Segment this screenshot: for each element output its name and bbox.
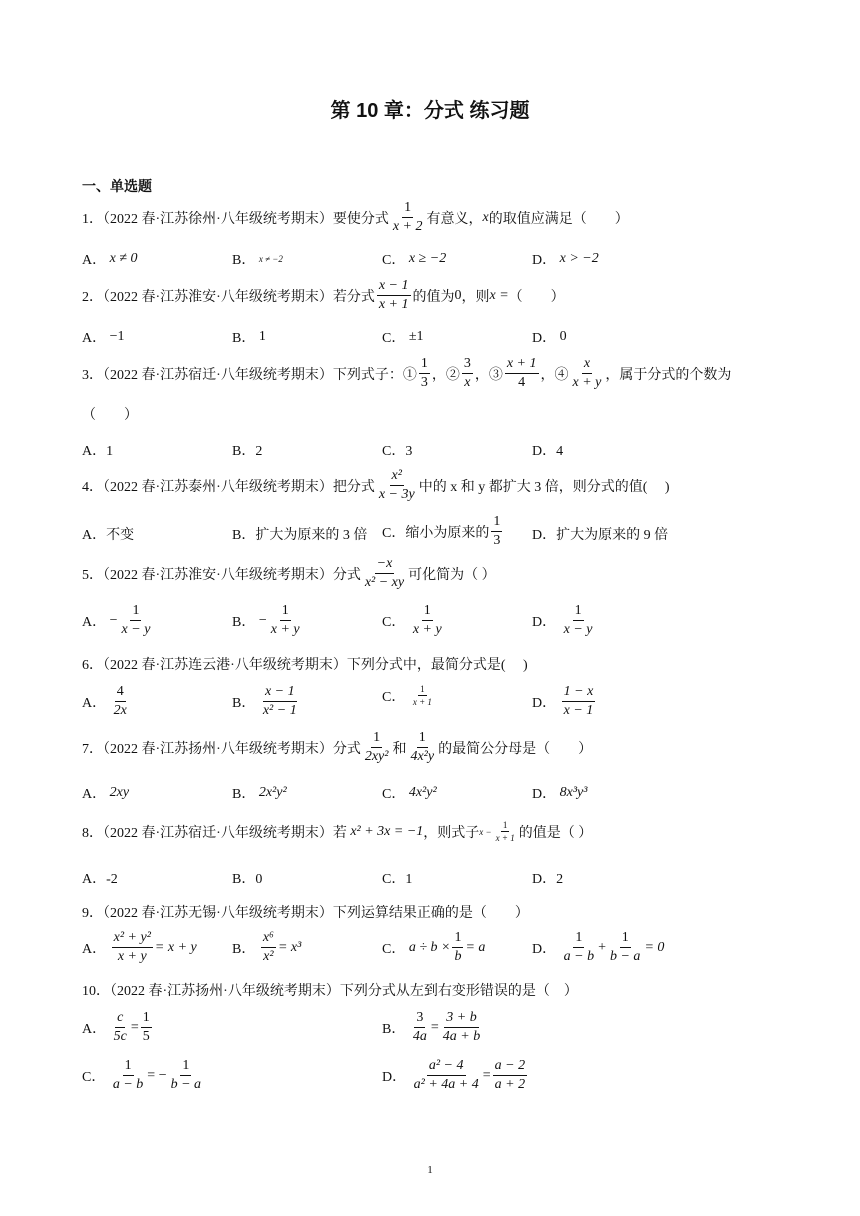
option-a: A．1 xyxy=(82,444,114,459)
question-10 xyxy=(82,980,578,1000)
equation: x = xyxy=(489,287,509,303)
question-stem: 9．（2022 春·江苏无锡·八年级统考期末）下列运算结果正确的是（ ） xyxy=(82,906,529,921)
option-a: A． −1 xyxy=(82,329,125,346)
option-b: B． $\frac{x - 1}{\text{x² − 1}}$ xyxy=(232,684,297,719)
question-text: 的取值应满足（ ） xyxy=(488,211,629,227)
question-stem: 5．（2022 春·江苏淮安·八年级统考期末）分式 xyxy=(82,567,361,583)
option-b: B． $\frac{3}{4a}$ = $\frac{3 + b}{4a + b}$ xyxy=(382,1010,481,1045)
option-b: B．2 xyxy=(232,444,263,459)
fraction: $\frac{1}{x + 1}$ xyxy=(495,820,515,844)
fraction: $\frac{-x}{\text{x² − xy}}$ xyxy=(364,556,405,591)
separator: ，④ xyxy=(540,367,569,383)
option-b: B． 2x²y² xyxy=(232,785,287,802)
equation: x² + 3x = −1 xyxy=(350,823,424,839)
option-d: D． $\frac{1 - x}{x - 1}$ xyxy=(532,684,594,719)
question-stem: 7．（2022 春·江苏扬州·八年级统考期末）分式 xyxy=(82,741,361,757)
question-5 xyxy=(82,556,496,591)
question-9 xyxy=(82,902,529,922)
question-text: 的最简公分母是（ ） xyxy=(438,741,593,757)
option-d: D．4 xyxy=(532,444,564,459)
option-b: B． $\frac{\text{x⁶}}{\text{x²}}$ = x³ xyxy=(232,930,302,965)
fraction: $\frac{1}{\text{2xy²}}$ xyxy=(364,730,389,765)
question-text: 可化简为（ ） xyxy=(408,567,496,583)
question-stem: 10．（2022 春·江苏扬州·八年级统考期末）下列分式从左到右变形错误的是（ ） xyxy=(82,984,578,999)
option-d: D．扩大为原来的 9 倍 xyxy=(532,528,669,543)
question-stem: 4．（2022 春·江苏泰州·八年级统考期末）把分式 xyxy=(82,479,375,495)
question-6 xyxy=(82,654,528,674)
question-stem: 6．（2022 春·江苏连云港·八年级统考期末）下列分式中，最简分式是( ) xyxy=(82,658,528,673)
fraction: $\frac{1}{\text{4x²y}}$ xyxy=(410,730,435,765)
question-text: 有意义， xyxy=(426,211,483,227)
option-d: D． $\frac{\text{a² − 4}}{\text{a² + 4a + 4}}$ = $\frac{a - 2}{a + 2}$ xyxy=(382,1058,526,1093)
option-a: A． − $\frac{1}{x - y}$ xyxy=(82,603,151,638)
question-2 xyxy=(82,278,565,313)
question-text: ，则 xyxy=(461,289,490,305)
question-4 xyxy=(82,468,670,503)
option-c: C． $\frac{1}{x + y}$ xyxy=(382,603,442,638)
option-c: C． ±1 xyxy=(382,329,424,346)
option-a: A． $\frac{4}{2x}$ xyxy=(82,684,127,719)
section-heading: 一、单选题 xyxy=(82,178,152,194)
question-text: 的值为 xyxy=(412,289,455,305)
question-8 xyxy=(82,820,592,844)
option-c: C．1 xyxy=(382,872,413,887)
expression: x − xyxy=(479,826,492,837)
option-a: A． 2xy xyxy=(82,785,130,802)
question-stem: 2．（2022 春·江苏淮安·八年级统考期末）若分式 xyxy=(82,289,375,305)
question-stem: 8．（2022 春·江苏宿迁·八年级统考期末）若 xyxy=(82,825,347,841)
question-text: ，则式子 xyxy=(423,825,480,841)
question-text: 和 xyxy=(392,741,407,757)
option-c: C． 4x²y² xyxy=(382,785,437,802)
option-d: D． $\frac{1}{a - b}$ + $\frac{1}{b - a}$ = 0 xyxy=(532,930,665,965)
option-a: A．不变 xyxy=(82,528,135,543)
option-c: C． a ÷ b × $\frac{1}{b}$ = a xyxy=(382,930,486,965)
question-text: （ ） xyxy=(508,289,565,305)
question-3-line-2: （ ） xyxy=(82,408,138,423)
question-stem: 1．（2022 春·江苏徐州·八年级统考期末）要使分式 xyxy=(82,211,389,227)
option-c: C． $\frac{1}{x + 1}$ xyxy=(382,684,432,708)
option-d: D． x > −2 xyxy=(532,251,599,268)
option-a: A． $\frac{c}{5c}$ = $\frac{1}{5}$ xyxy=(82,1010,150,1045)
option-a: A． x ≠ 0 xyxy=(82,251,138,268)
option-d: D． 8x³y³ xyxy=(532,785,588,802)
option-b: B． − $\frac{1}{x + y}$ xyxy=(232,603,300,638)
option-c: C． $\frac{1}{a - b}$ = − $\frac{1}{b - a}$ xyxy=(82,1058,202,1093)
option-c: C． x ≥ −2 xyxy=(382,251,447,268)
question-3 xyxy=(82,356,731,391)
page-title: 第 10 章：分式 练习题 xyxy=(330,100,530,122)
option-c: C．缩小为原来的 $\frac{1}{3}$ xyxy=(382,514,501,549)
option-b: B．扩大为原来的 3 倍 xyxy=(232,528,368,543)
fraction: $\frac{x - 1}{x + 1}$ xyxy=(378,278,409,313)
variable: x xyxy=(482,209,489,225)
question-text: ，属于分式的个数为 xyxy=(605,367,732,383)
page-number: 1 xyxy=(427,1164,433,1176)
option-a: A． $\frac{\text{x² + y²}}{x + y}$ = x + y xyxy=(82,930,197,965)
fraction: $\frac{x + 1}{4}$ xyxy=(506,356,537,391)
question-7 xyxy=(82,730,592,765)
option-d: D． 0 xyxy=(532,329,567,346)
question-text: 中的 x 和 y 都扩大 3 倍，则分式的值( ) xyxy=(418,479,670,495)
value: 0 xyxy=(454,287,462,303)
option-c: C．3 xyxy=(382,444,413,459)
question-1 xyxy=(82,200,629,235)
option-b: B．0 xyxy=(232,872,263,887)
option-b: B． x ≠ −2 xyxy=(232,253,283,268)
option-d: D． $\frac{1}{x - y}$ xyxy=(532,603,593,638)
fraction: $\frac{1}{x + 2}$ xyxy=(392,200,423,235)
option-a: A．-2 xyxy=(82,872,118,887)
fraction: $\frac{\text{x²}}{x - 3y}$ xyxy=(378,468,415,503)
question-text: 的值是（ ） xyxy=(518,825,593,841)
separator: ，③ xyxy=(474,367,503,383)
option-b: B． 1 xyxy=(232,329,266,346)
option-d: D．2 xyxy=(532,872,564,887)
fraction: $\frac{1}{3}$ xyxy=(420,356,428,391)
fraction: $\frac{x}{x + y}$ xyxy=(572,356,602,391)
separator: ，② xyxy=(431,367,460,383)
question-stem: 3．（2022 春·江苏宿迁·八年级统考期末）下列式子：① xyxy=(82,367,417,383)
fraction: $\frac{3}{x}$ xyxy=(463,356,471,391)
